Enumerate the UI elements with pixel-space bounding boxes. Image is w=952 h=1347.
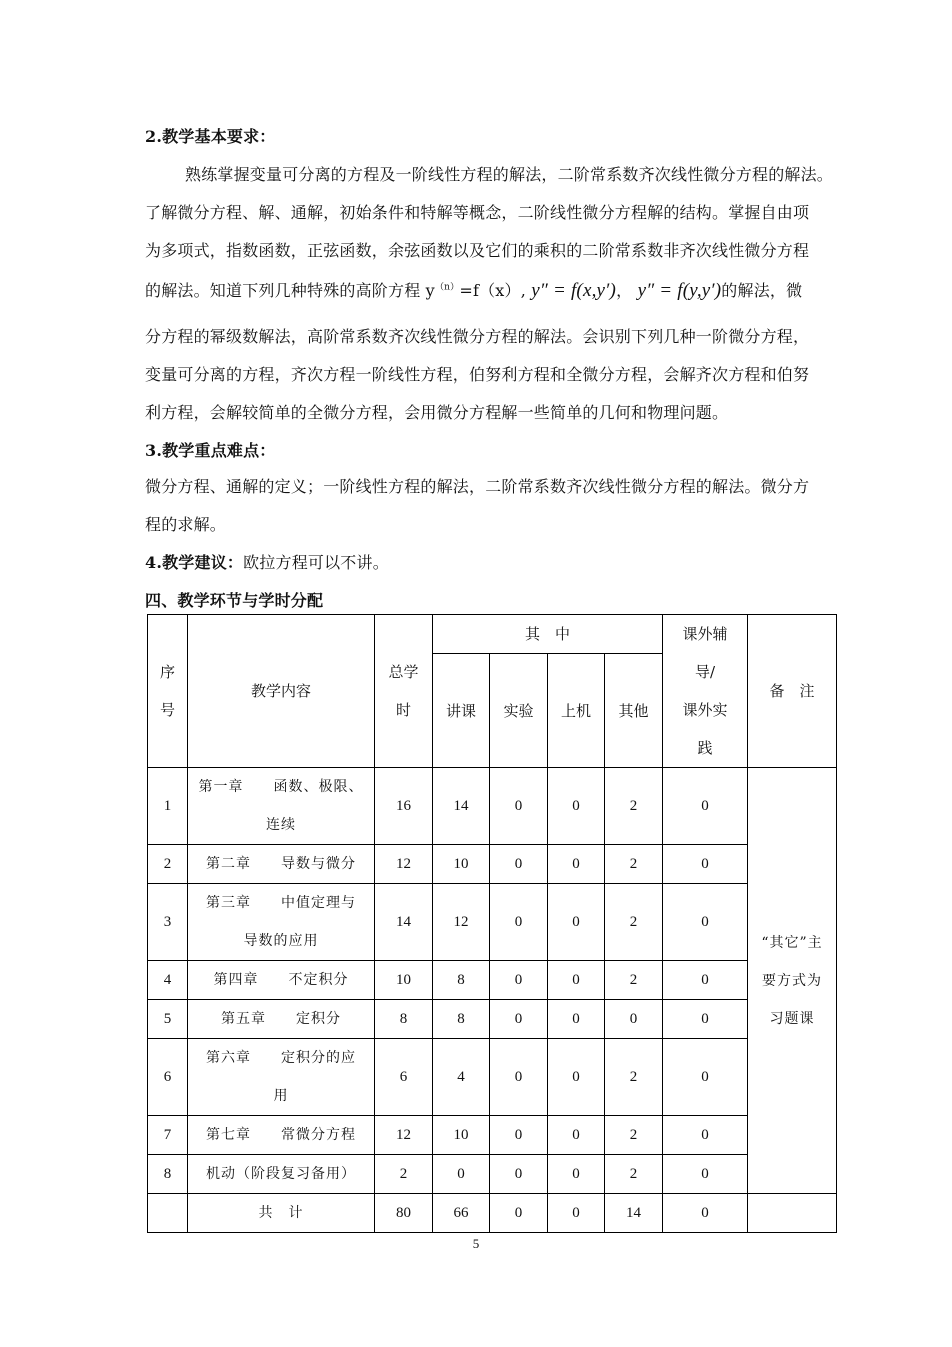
row-no: 6 <box>148 1039 188 1116</box>
row-computer: 0 <box>548 961 605 1000</box>
row-no: 2 <box>148 845 188 884</box>
row-no: 7 <box>148 1116 188 1155</box>
table-row <box>148 1116 837 1155</box>
row-lecture: 12 <box>433 884 490 961</box>
suggestion-heading: 4.教学建议： <box>145 553 244 572</box>
row-no: 8 <box>148 1155 188 1194</box>
row-content: 第五章 定积分 <box>188 1000 375 1039</box>
requirements-line-1: 熟练掌握变量可分离的方程及一阶线性方程的解法，二阶常系数齐次线性微分方程的解法。 <box>185 165 834 184</box>
requirements-line-6: 利方程，会解较简单的全微分方程，会用微分方程解一些简单的几何和物理问题。 <box>145 403 729 422</box>
row-experiment: 0 <box>490 884 548 961</box>
row-extra: 0 <box>663 1155 748 1194</box>
row-extra: 0 <box>663 961 748 1000</box>
row-lecture: 4 <box>433 1039 490 1116</box>
row-content: 机动（阶段复习备用） <box>188 1155 375 1194</box>
total-label: 共 计 <box>188 1194 375 1233</box>
row-no: 1 <box>148 768 188 845</box>
header-among: 其 中 <box>433 615 663 654</box>
table-row <box>148 1039 837 1116</box>
header-content: 教学内容 <box>188 615 375 768</box>
formula-suffix: 的解法，微 <box>721 281 803 300</box>
total-lecture: 66 <box>433 1194 490 1233</box>
remark-note-line-1: “其它”主 <box>761 934 823 951</box>
row-extra: 0 <box>663 1039 748 1116</box>
row-computer: 0 <box>548 845 605 884</box>
table-row <box>148 845 837 884</box>
schedule-heading: 四、教学环节与学时分配 <box>145 591 324 610</box>
row-computer: 0 <box>548 1039 605 1116</box>
suggestion-line <box>145 550 389 573</box>
row-other: 2 <box>605 768 663 845</box>
header-extra-line-4: 践 <box>697 739 713 757</box>
formula-superscript: （n） <box>434 282 460 293</box>
remark-note-line-2: 要方式为 <box>762 972 823 989</box>
total-remark <box>748 1194 837 1233</box>
row-lecture: 0 <box>433 1155 490 1194</box>
key-points-line-2: 程的求解。 <box>145 515 227 534</box>
table-total-row <box>148 1194 837 1233</box>
header-extra-line-3: 课外实 <box>682 701 728 719</box>
row-total: 2 <box>375 1155 433 1194</box>
header-total-line-2: 时 <box>395 701 411 719</box>
row-content: 第七章 常微分方程 <box>188 1116 375 1155</box>
requirements-line-3: 为多项式，指数函数，正弦函数，余弦函数以及它们的乘积的二阶常系数非齐次线性微分方程 <box>145 241 810 260</box>
header-index <box>148 615 188 768</box>
row-experiment: 0 <box>490 1039 548 1116</box>
key-points-heading: 3.教学重点难点： <box>145 441 276 460</box>
row-experiment: 0 <box>490 1155 548 1194</box>
row-total: 16 <box>375 768 433 845</box>
table-row <box>148 1155 837 1194</box>
row-content-line-1: 第三章 中值定理与 <box>206 895 356 911</box>
header-remark: 备 注 <box>748 615 837 768</box>
requirements-line-4: 分方程的幂级数解法，高阶常系数齐次线性微分方程的解法。会识别下列几种一阶微分方程， <box>145 327 810 346</box>
row-experiment: 0 <box>490 768 548 845</box>
row-computer: 0 <box>548 884 605 961</box>
formula-equation-2: y″ = f(y,y′) <box>637 280 722 301</box>
row-lecture: 10 <box>433 845 490 884</box>
row-total: 14 <box>375 884 433 961</box>
row-content: 第二章 导数与微分 <box>188 845 375 884</box>
table-row <box>148 961 837 1000</box>
header-extra-line-1: 课外辅 <box>682 625 728 643</box>
row-extra: 0 <box>663 1116 748 1155</box>
header-computer: 上机 <box>548 654 605 768</box>
row-other: 0 <box>605 1000 663 1039</box>
formula-separator: ， <box>616 281 633 300</box>
row-computer: 0 <box>548 1000 605 1039</box>
total-extra: 0 <box>663 1194 748 1233</box>
requirements-line-5: 变量可分离的方程，齐次方程一阶线性方程，伯努利方程和全微分方程，会解齐次方程和伯努 <box>145 365 810 384</box>
row-content <box>188 768 375 845</box>
row-other: 2 <box>605 1039 663 1116</box>
row-no: 5 <box>148 1000 188 1039</box>
row-lecture: 10 <box>433 1116 490 1155</box>
row-extra: 0 <box>663 1000 748 1039</box>
row-other: 2 <box>605 1155 663 1194</box>
row-content-line-2: 导数的应用 <box>243 933 319 949</box>
table-row <box>148 1000 837 1039</box>
row-content <box>188 884 375 961</box>
key-points-line-1: 微分方程、通解的定义；一阶线性方程的解法，二阶常系数齐次线性微分方程的解法。微分方 <box>145 477 810 496</box>
row-total: 10 <box>375 961 433 1000</box>
row-computer: 0 <box>548 768 605 845</box>
header-index-line-1: 序 <box>159 663 175 681</box>
header-lecture: 讲课 <box>433 654 490 768</box>
row-experiment: 0 <box>490 845 548 884</box>
total-computer: 0 <box>548 1194 605 1233</box>
row-experiment: 0 <box>490 961 548 1000</box>
formula-equation-1: y″ = f(x,y′) <box>531 280 617 301</box>
page-number: 5 <box>472 1236 480 1251</box>
table-row <box>148 768 837 845</box>
row-total: 8 <box>375 1000 433 1039</box>
requirements-formula-line <box>145 278 802 302</box>
row-experiment: 0 <box>490 1116 548 1155</box>
remark-note <box>748 768 837 1194</box>
row-other: 2 <box>605 884 663 961</box>
row-content <box>188 1039 375 1116</box>
schedule-table <box>147 614 837 1233</box>
requirements-line-2: 了解微分方程、解、通解，初始条件和特解等概念，二阶线性微分方程解的结构。掌握自由项 <box>145 203 810 222</box>
total-total: 80 <box>375 1194 433 1233</box>
table-header-row-1 <box>148 615 837 654</box>
row-content-line-1: 第六章 定积分的应 <box>206 1050 356 1066</box>
row-no: 3 <box>148 884 188 961</box>
total-no <box>148 1194 188 1233</box>
row-experiment: 0 <box>490 1000 548 1039</box>
requirements-heading: 2.教学基本要求： <box>145 127 276 146</box>
header-total <box>375 615 433 768</box>
row-content: 第四章 不定积分 <box>188 961 375 1000</box>
row-other: 2 <box>605 845 663 884</box>
row-content-line-2: 用 <box>273 1088 289 1104</box>
row-content-line-1: 第一章 函数、极限、 <box>198 779 364 795</box>
table-row <box>148 884 837 961</box>
header-experiment: 实验 <box>490 654 548 768</box>
row-computer: 0 <box>548 1116 605 1155</box>
row-extra: 0 <box>663 884 748 961</box>
row-other: 2 <box>605 1116 663 1155</box>
header-extra <box>663 615 748 768</box>
formula-prefix: 的解法。知道下列几种特殊的高阶方程 y <box>145 281 435 300</box>
header-other: 其他 <box>605 654 663 768</box>
header-total-line-1: 总学 <box>388 663 419 681</box>
row-total: 6 <box>375 1039 433 1116</box>
row-no: 4 <box>148 961 188 1000</box>
remark-note-line-3: 习题课 <box>769 1010 815 1027</box>
row-other: 2 <box>605 961 663 1000</box>
row-content-line-2: 连续 <box>266 817 296 833</box>
header-extra-line-2: 导/ <box>694 663 716 681</box>
total-experiment: 0 <box>490 1194 548 1233</box>
row-computer: 0 <box>548 1155 605 1194</box>
row-lecture: 8 <box>433 1000 490 1039</box>
row-total: 12 <box>375 845 433 884</box>
formula-mid: =f（x）, <box>459 281 526 300</box>
row-lecture: 8 <box>433 961 490 1000</box>
row-extra: 0 <box>663 768 748 845</box>
row-total: 12 <box>375 1116 433 1155</box>
row-lecture: 14 <box>433 768 490 845</box>
suggestion-text: 欧拉方程可以不讲。 <box>243 553 389 572</box>
row-extra: 0 <box>663 845 748 884</box>
header-index-line-2: 号 <box>159 701 175 719</box>
total-other: 14 <box>605 1194 663 1233</box>
